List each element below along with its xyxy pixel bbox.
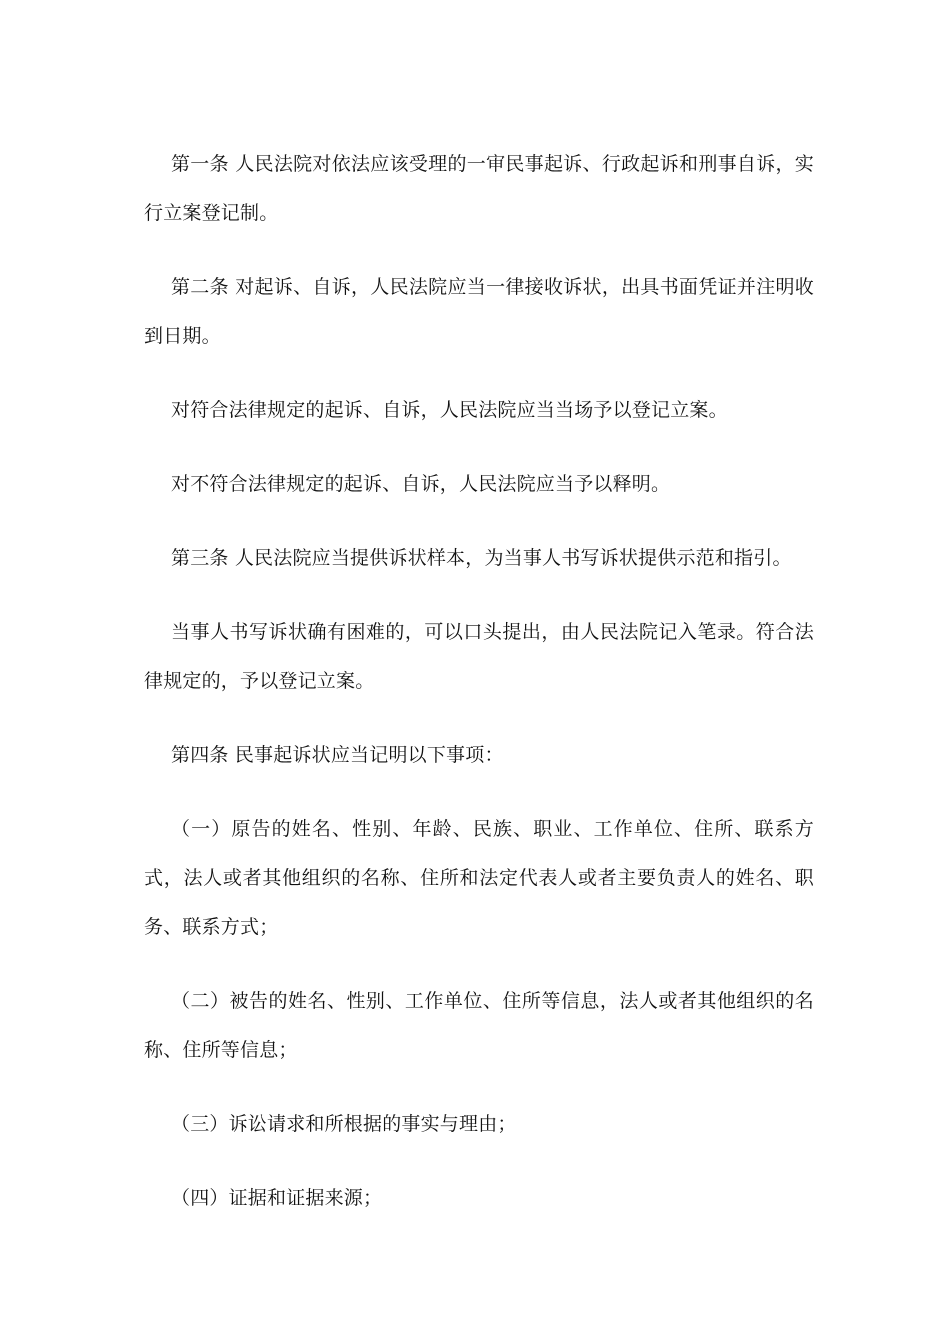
article-4-item-4: （四）证据和证据来源； [171,1187,383,1209]
article-1-paragraph: 第一条 人民法院对依法应该受理的一审民事起诉、行政起诉和刑事自诉，实行立案登记制。 [144,153,814,224]
article-2-clause-nonconforming: 对不符合法律规定的起诉、自诉，人民法院应当予以释明。 [171,473,671,495]
article-4-item-3: （三）诉讼请求和所根据的事实与理由； [171,1113,517,1135]
article-4-item-2: （二）被告的姓名、性别、工作单位、住所等信息，法人或者其他组织的名称、住所等信息； [144,990,814,1061]
document-body [144,140,814,1248]
article-3-clause-oral: 当事人书写诉状确有困难的，可以口头提出，由人民法院记入笔录。符合法律规定的，予以登记立案。 [144,621,814,692]
article-2-paragraph: 第二条 对起诉、自诉，人民法院应当一律接收诉状，出具书面凭证并注明收到日期。 [144,276,814,347]
article-2-clause-conforming: 对符合法律规定的起诉、自诉，人民法院应当当场予以登记立案。 [171,399,728,421]
article-4-paragraph: 第四条 民事起诉状应当记明以下事项： [171,744,504,766]
article-4-item-1: （一）原告的姓名、性别、年龄、民族、职业、工作单位、住所、联系方式，法人或者其他组织的名称、住所和法定代表人或者主要负责人的姓名、职务、联系方式； [144,818,814,938]
article-3-paragraph: 第三条 人民法院应当提供诉状样本，为当事人书写诉状提供示范和指引。 [171,547,792,569]
